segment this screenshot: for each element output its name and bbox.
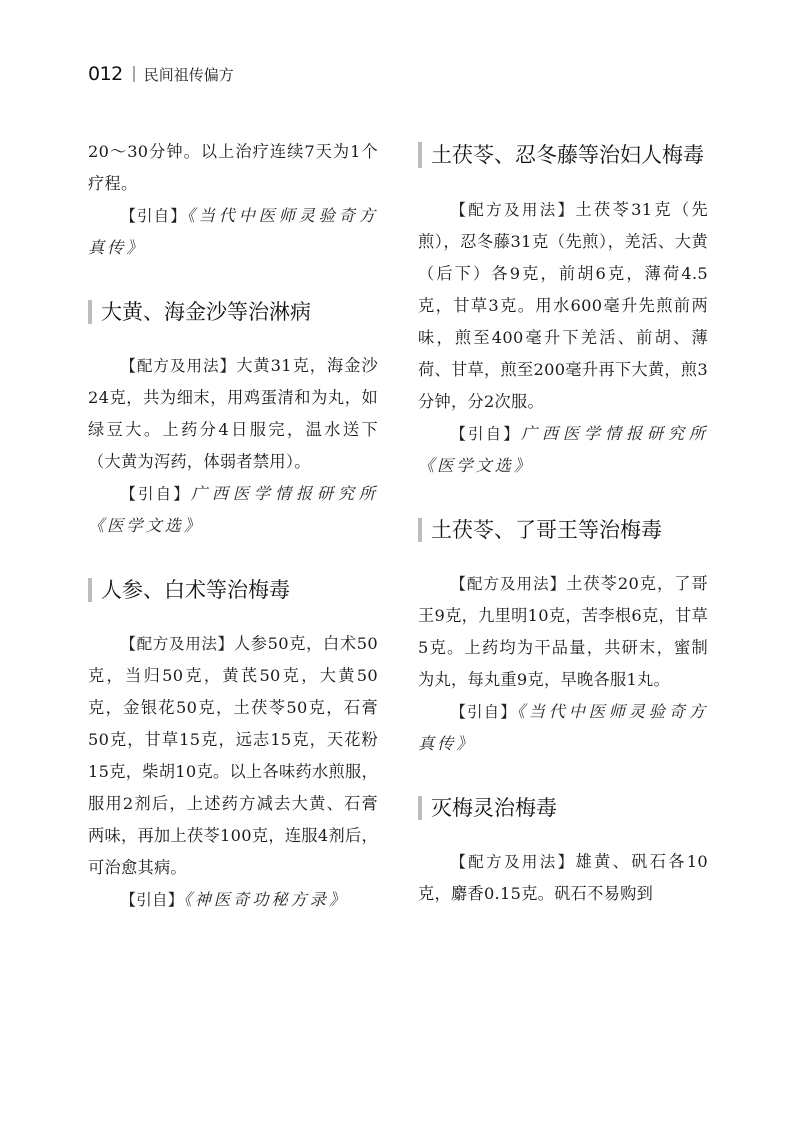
heading-bar bbox=[418, 796, 422, 820]
formula-label: 【配方及用法】 bbox=[120, 635, 234, 653]
formula-paragraph bbox=[88, 350, 378, 478]
section-heading bbox=[418, 790, 708, 826]
book-title: 民间祖传偏方 bbox=[143, 65, 234, 84]
header-divider bbox=[133, 66, 135, 82]
heading-text: 大黄、海金沙等治淋病 bbox=[101, 300, 311, 324]
heading-text: 灭梅灵治梅毒 bbox=[431, 796, 557, 820]
formula-text: 土茯苓20克，了哥王9克，九里明10克，苦李根6克，甘草5克。上药均为干品量，共研末，蜜制为丸，每丸重9克，早晚各服1丸。 bbox=[418, 574, 708, 689]
citation-source: 《当代中医师灵验奇方真传》 bbox=[418, 702, 709, 753]
page-number: 012 bbox=[88, 63, 123, 85]
citation-label: 【引自】 bbox=[450, 703, 517, 721]
citation-source: 《神医奇功秘方录》 bbox=[183, 890, 349, 909]
citation-label: 【引自】 bbox=[120, 891, 184, 909]
section-heading bbox=[88, 294, 378, 330]
right-column bbox=[418, 136, 708, 910]
formula-text: 人参50克，白术50克，当归50克，黄芪50克，大黄50克，金银花50克，土茯苓50克，石膏50克，甘草15克，远志15克，天花粉15克，柴胡10克。以上各味药水煎服，服用2剂后，上述药方减去大黄、石膏两味，再加上茯苓100克，连服4剂后，可治愈其病。 bbox=[88, 634, 378, 877]
formula-label: 【配方及用法】 bbox=[450, 201, 576, 219]
citation bbox=[88, 200, 378, 264]
citation-source: 广西医学情报研究所《医学文选》 bbox=[418, 424, 709, 475]
citation bbox=[88, 478, 378, 542]
formula-text: 大黄31克，海金沙24克，共为细末，用鸡蛋清和为丸，如绿豆大。上药分4日服完，温水送下（大黄为泻药，体弱者禁用）。 bbox=[88, 356, 378, 471]
citation-source: 《当代中医师灵验奇方真传》 bbox=[88, 206, 379, 257]
citation bbox=[88, 884, 378, 916]
citation-label: 【引自】 bbox=[120, 207, 187, 225]
heading-bar bbox=[418, 518, 422, 542]
left-column bbox=[88, 136, 378, 916]
continued-paragraph: 20～30分钟。以上治疗连续7天为1个疗程。 bbox=[88, 142, 378, 193]
citation-label: 【引自】 bbox=[120, 485, 191, 503]
formula-label: 【配方及用法】 bbox=[450, 575, 567, 593]
formula-paragraph bbox=[418, 568, 708, 696]
heading-text: 人参、白术等治梅毒 bbox=[101, 578, 290, 602]
formula-text: 雄黄、矾石各10克，麝香0.15克。矾石不易购到 bbox=[418, 852, 708, 903]
formula-label: 【配方及用法】 bbox=[450, 853, 576, 871]
heading-bar bbox=[88, 300, 92, 324]
heading-bar bbox=[418, 142, 422, 168]
citation-source: 广西医学情报研究所《医学文选》 bbox=[88, 484, 379, 535]
formula-text: 土茯苓31克（先煎），忍冬藤31克（先煎），羌活、大黄（后下）各9克，前胡6克，薄荷4.5克，甘草3克。用水600毫升先煎前两味，煎至400毫升下羌活、前胡、薄荷、甘草，煎至200毫升再下大黄，煎3分钟，分2次服。 bbox=[418, 200, 708, 411]
section-heading bbox=[88, 572, 378, 608]
section-heading bbox=[418, 512, 708, 548]
heading-text: 土茯苓、忍冬藤等治妇人梅毒 bbox=[431, 143, 704, 167]
section-heading bbox=[418, 136, 708, 174]
formula-paragraph bbox=[418, 194, 708, 418]
formula-paragraph bbox=[418, 846, 708, 910]
formula-label: 【配方及用法】 bbox=[120, 357, 237, 375]
citation-label: 【引自】 bbox=[450, 425, 521, 443]
heading-bar bbox=[88, 578, 92, 602]
citation bbox=[418, 418, 708, 482]
heading-text: 土茯苓、了哥王等治梅毒 bbox=[431, 518, 662, 542]
citation bbox=[418, 696, 708, 760]
running-head bbox=[88, 62, 234, 86]
formula-paragraph bbox=[88, 628, 378, 884]
